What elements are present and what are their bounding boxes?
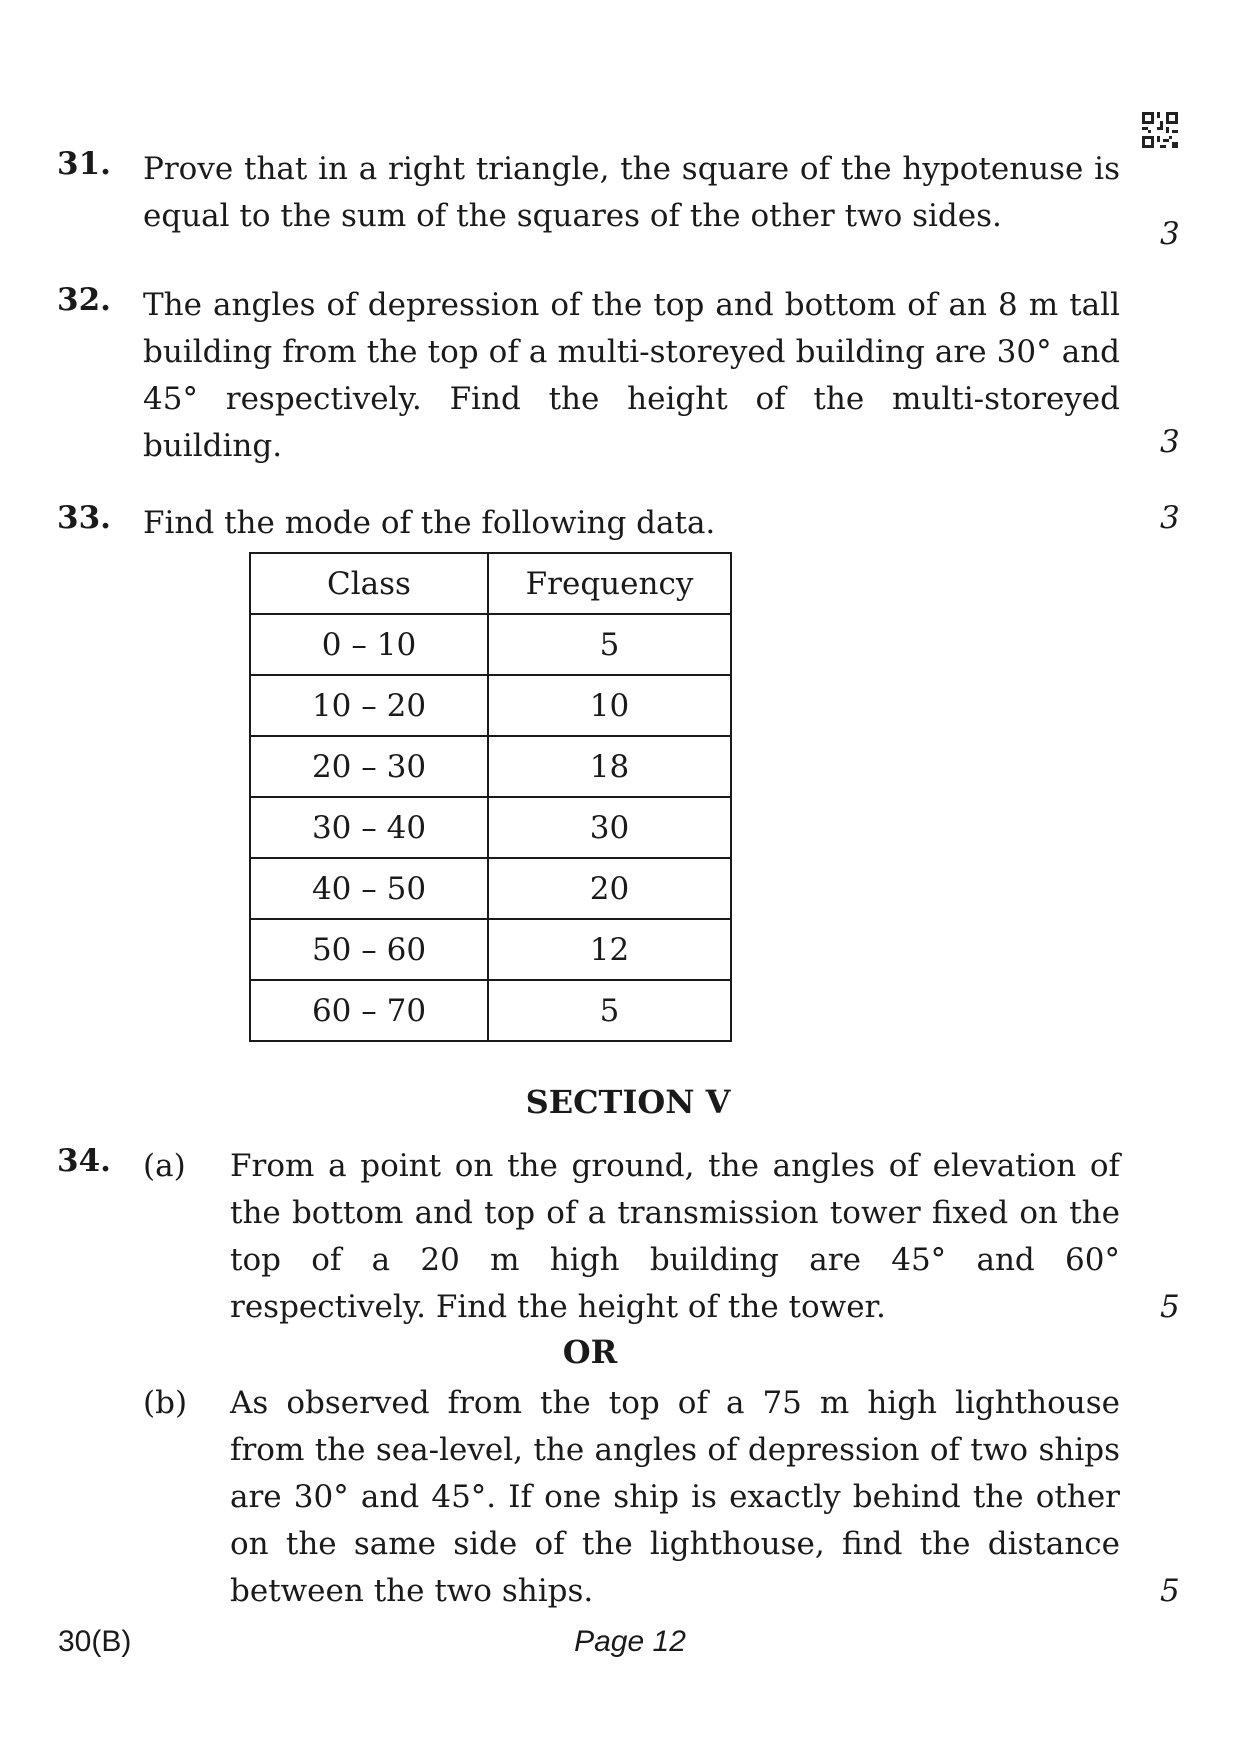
question-34a-label: (a) bbox=[143, 1148, 186, 1184]
table-row bbox=[250, 980, 731, 1041]
table-cell-frequency: 5 bbox=[488, 980, 731, 1041]
question-34b-label: (b) bbox=[143, 1385, 188, 1421]
table-cell-frequency: 12 bbox=[488, 919, 731, 980]
question-33-number: 33. bbox=[57, 500, 111, 536]
table-row bbox=[250, 614, 731, 675]
table-cell-frequency: 10 bbox=[488, 675, 731, 736]
table-row bbox=[250, 797, 731, 858]
table-row bbox=[250, 675, 731, 736]
question-34-number: 34. bbox=[57, 1143, 111, 1179]
question-34a-marks: 5 bbox=[1160, 1289, 1180, 1325]
question-31-marks: 3 bbox=[1160, 216, 1180, 252]
table-cell-class: 40 – 50 bbox=[250, 858, 488, 919]
table-cell-class: 10 – 20 bbox=[250, 675, 488, 736]
page-number: Page 12 bbox=[574, 1625, 686, 1658]
frequency-table bbox=[249, 552, 732, 1042]
table-header-class: Class bbox=[250, 553, 488, 614]
paper-code: 30(B) bbox=[58, 1625, 132, 1658]
qr-code-icon bbox=[1142, 112, 1178, 148]
table-cell-frequency: 30 bbox=[488, 797, 731, 858]
table-cell-class: 60 – 70 bbox=[250, 980, 488, 1041]
question-34a-text: From a point on the ground, the angles of elevation of the bottom and top of a transmission tower fixed on the top of a 20 m high building are 45° and 60° respectively. Find the height of the tower. bbox=[230, 1148, 1120, 1325]
table-cell-frequency: 5 bbox=[488, 614, 731, 675]
table-cell-frequency: 20 bbox=[488, 858, 731, 919]
or-divider: OR bbox=[562, 1333, 618, 1371]
question-34b-text: As observed from the top of a 75 m high lighthouse from the sea-level, the angles of depression of two ships are 30° and 45°. If one ship is exactly behind the other on the same side of the lighthouse, find the distance between the two ships. bbox=[230, 1385, 1120, 1609]
table-cell-frequency: 18 bbox=[488, 736, 731, 797]
table-row bbox=[250, 858, 731, 919]
question-31-number: 31. bbox=[57, 146, 111, 182]
table-cell-class: 20 – 30 bbox=[250, 736, 488, 797]
table-row bbox=[250, 919, 731, 980]
table-cell-class: 50 – 60 bbox=[250, 919, 488, 980]
question-34b-marks: 5 bbox=[1160, 1573, 1180, 1609]
table-header-frequency: Frequency bbox=[488, 553, 731, 614]
question-33-marks: 3 bbox=[1160, 500, 1180, 536]
table-row bbox=[250, 736, 731, 797]
question-31-text: Prove that in a right triangle, the square of the hypotenuse is equal to the sum of the squares of the other two sides. bbox=[143, 151, 1120, 234]
question-33-text: Find the mode of the following data. bbox=[143, 505, 716, 541]
section-heading: SECTION V bbox=[525, 1083, 731, 1121]
question-32-marks: 3 bbox=[1160, 424, 1180, 460]
table-header-row bbox=[250, 553, 731, 614]
question-32-text: The angles of depression of the top and bottom of an 8 m tall building from the top of a multi-storeyed building are 30° and 45° respectively. Find the height of the multi-storeyed building. bbox=[143, 287, 1120, 464]
table-cell-class: 0 – 10 bbox=[250, 614, 488, 675]
question-32-number: 32. bbox=[57, 282, 111, 318]
table-cell-class: 30 – 40 bbox=[250, 797, 488, 858]
